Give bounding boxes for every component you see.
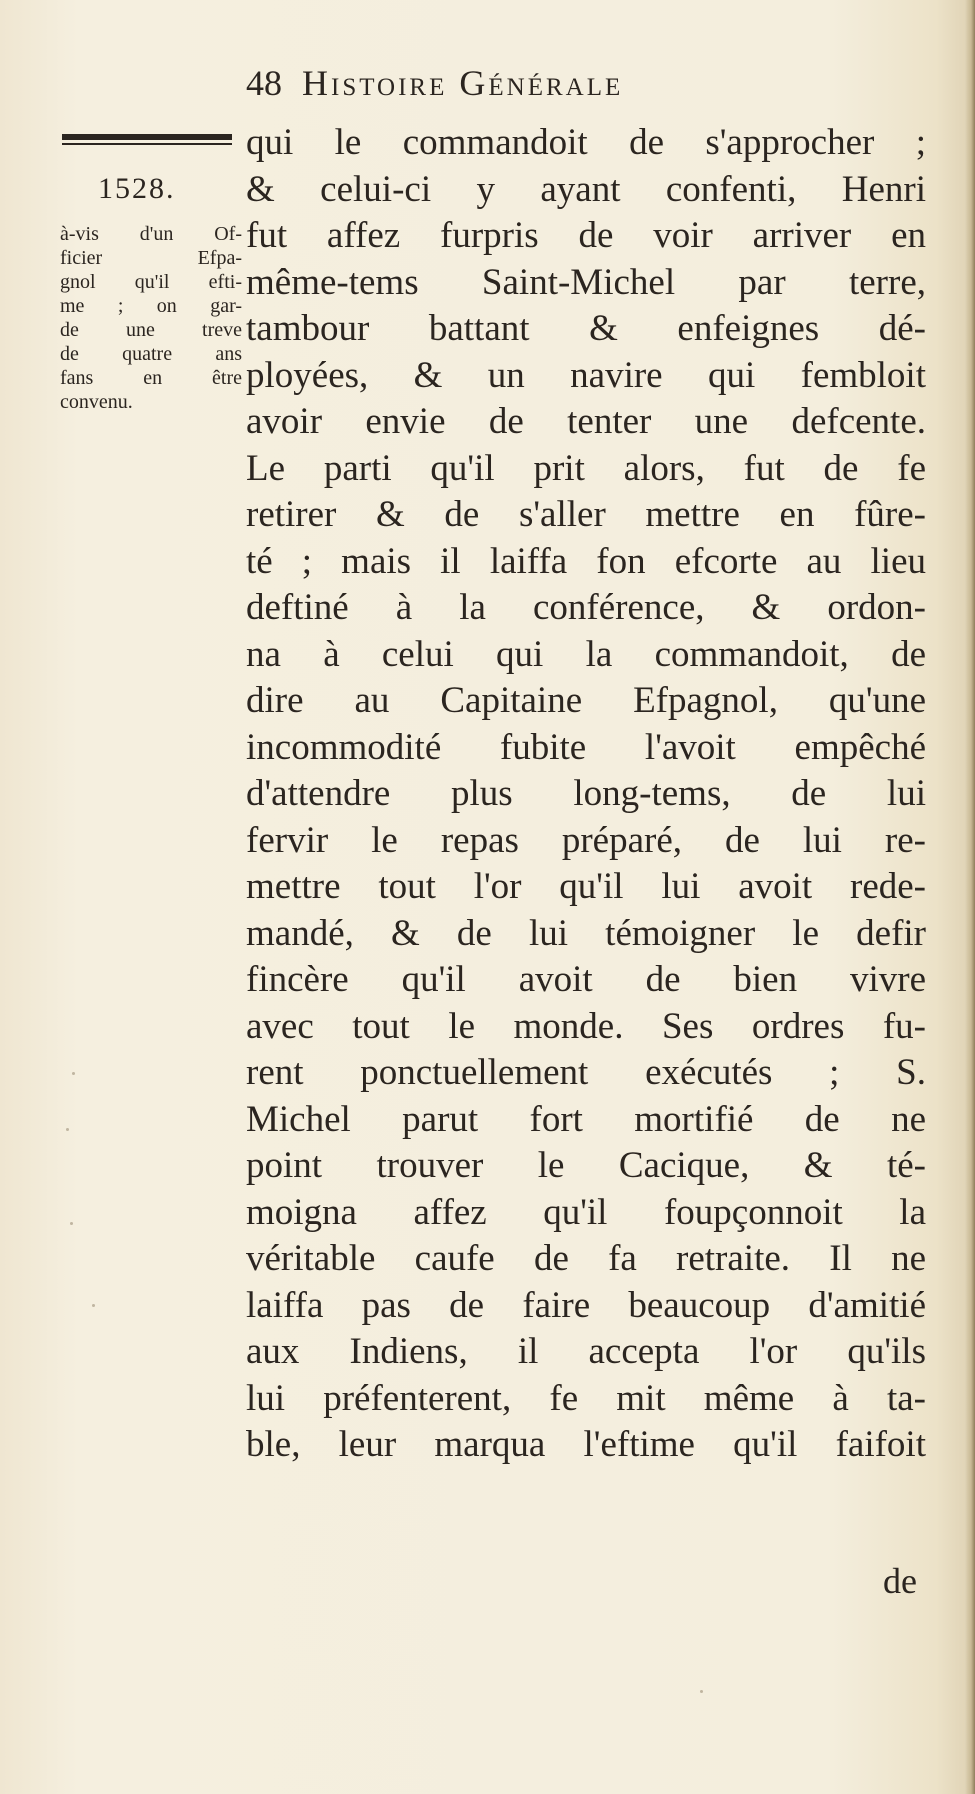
marginal-note-line: à-vis d'un Of- [60,223,242,245]
body-line: rent ponctuellement exécutés ; S. [246,1052,926,1093]
body-line: tambour battant & enfeignes dé- [246,308,926,349]
body-line: avoir envie de tenter une defcente. [246,401,926,442]
body-line: mettre tout l'or qu'il lui avoit rede- [246,866,926,907]
marginal-note-line: de quatre ans [60,343,242,365]
body-line: mandé, & de lui témoigner le defir [246,912,926,954]
paper-speck [92,1304,95,1307]
marginal-note-line: fans en être [60,367,242,389]
body-line: té ; mais il laiffa fon efcorte au lieu [246,540,926,582]
paper-speck [700,1690,703,1693]
body-line: avec tout le monde. Ses ordres fu- [246,1005,926,1047]
marginal-note-line: me ; on gar- [60,295,242,317]
body-line: ployées, & un navire qui fembloit [246,354,926,396]
body-line: lui préfenterent, fe mit même à ta- [246,1377,926,1419]
body-line: même-tems Saint-Michel par terre, [246,261,926,303]
body-line: fincère qu'il avoit de bien vivre [246,959,926,1000]
rule-thick [62,134,232,140]
body-line: na à celui qui la commandoit, de [246,633,926,675]
marginal-note-line: convenu. [60,391,133,413]
marginal-note-line: gnol qu'il efti- [60,271,242,293]
body-line: Michel parut fort mortifié de ne [246,1098,926,1140]
rule-thin [62,143,232,145]
body-line: retirer & de s'aller mettre en fûre- [246,494,926,535]
marginal-note [60,222,242,414]
body-line: d'attendre plus long-tems, de lui [246,773,926,814]
body-line: ble, leur marqua l'eftime qu'il faifoit [246,1424,926,1465]
body-line: deftiné à la conférence, & ordon- [246,587,926,628]
paper-speck [70,1222,73,1225]
marginal-note-line: de une treve [60,319,242,341]
margin-year: 1528. [98,172,176,205]
body-line: fut affez furpris de voir arriver en [246,215,926,256]
paper-speck [66,1128,69,1131]
catchword: de [883,1561,917,1601]
body-text [246,120,926,1469]
body-line: laiffa pas de faire beaucoup d'amitié [246,1284,926,1326]
body-line: Le parti qu'il prit alors, fut de fe [246,447,926,489]
body-line: fervir le repas préparé, de lui re- [246,819,926,861]
body-line: incommodité fubite l'avoit empêché [246,726,926,768]
running-head: Histoire Générale [302,63,624,103]
body-line: point trouver le Cacique, & té- [246,1145,926,1186]
page-edge [965,0,975,1794]
page-number: 48 [246,63,282,103]
paper-speck [72,1072,75,1075]
body-line: & celui-ci y ayant confenti, Henri [246,168,926,210]
body-line: dire au Capitaine Efpagnol, qu'une [246,680,926,721]
body-line: véritable caufe de fa retraite. Il ne [246,1238,926,1279]
page-header [246,62,886,110]
marginal-note-line: ficier Efpa- [60,247,242,269]
body-line: aux Indiens, il accepta l'or qu'ils [246,1331,926,1372]
ornamental-rule [62,128,232,148]
body-line: qui le commandoit de s'approcher ; [246,122,926,163]
body-line: moigna affez qu'il foupçonnoit la [246,1191,926,1233]
